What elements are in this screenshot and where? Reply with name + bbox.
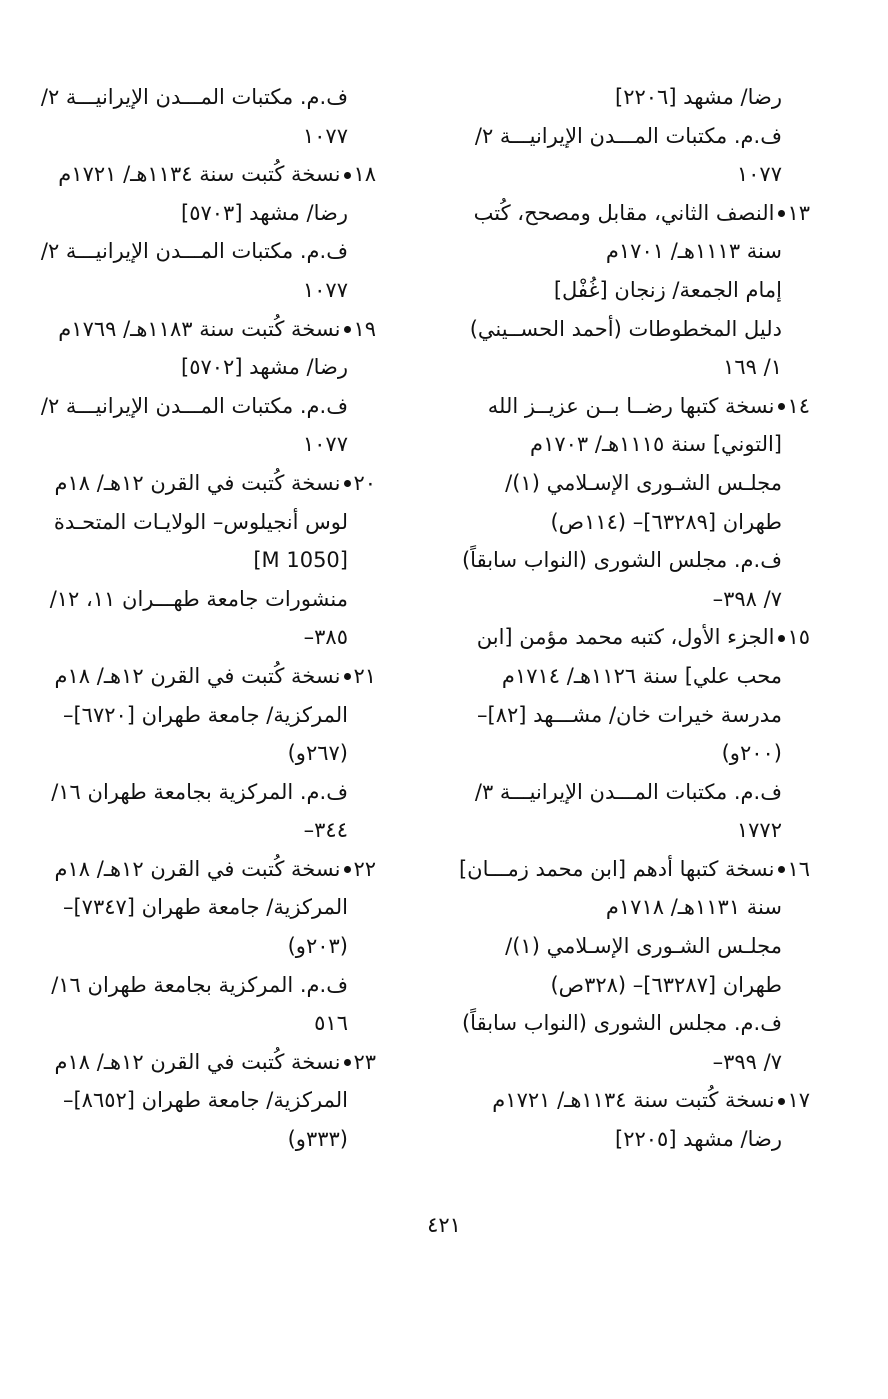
entry-number: ١٨ <box>353 162 376 187</box>
entry-text: نسخة كتبها أدهم [ابن محمد زمـــان] <box>458 856 775 881</box>
entry-continuation-line <box>20 271 376 310</box>
entry-text: رضا/ مشهد [٥٧٠٢] <box>180 355 348 380</box>
entry-continuation-line <box>440 888 810 927</box>
entry-continuation-line <box>20 773 376 812</box>
entry-number: ٢١ <box>353 663 376 688</box>
entry-continuation-line <box>440 117 810 156</box>
entry-text: المركزية/ جامعة طهران [٧٣٤٧]– <box>62 895 348 920</box>
entry-text: ف.م. المركزية بجامعة طهران ١٦/ <box>51 779 348 804</box>
entry-text: نسخة كُتبت سنة ١١٣٤هـ/ ١٧٢١م <box>492 1088 775 1113</box>
entry-text: سنة ١١١٣هـ/ ١٧٠١م <box>605 239 782 264</box>
entry-continuation-line <box>440 1120 810 1159</box>
entry-number: ٢٢ <box>353 856 376 881</box>
entry-line <box>20 657 376 696</box>
bullet-icon <box>344 480 351 487</box>
entry-number: ١٦ <box>787 856 810 881</box>
entry-continuation-line <box>20 503 376 542</box>
entry-continuation-line <box>20 387 376 426</box>
entry-text: ف.م. مكتبات المـــدن الإيرانيـــة ٢/ <box>40 85 348 109</box>
entry-line <box>20 155 376 194</box>
entry-continuation-line <box>440 232 810 271</box>
bullet-icon <box>344 673 351 680</box>
entry-continuation-line <box>20 1081 376 1120</box>
entry-text: ٧/ ٣٩٩– <box>712 1049 782 1074</box>
entry-text: ١٠٧٧ <box>736 162 782 187</box>
entry-continuation-line <box>440 811 810 850</box>
entry-line <box>20 1043 376 1082</box>
bullet-icon <box>778 210 785 217</box>
entry-text: ٥١٦ <box>314 1011 348 1036</box>
entry-text: رضا/ مشهد [٢٢٠٦] <box>614 85 782 109</box>
entry-line <box>440 618 810 657</box>
entry-continuation-line <box>440 541 810 580</box>
entry-text: مجلـس الشـورى الإسـلامي (١)/ <box>505 470 782 495</box>
entry-text: ف.م. مجلس الشورى (النواب سابقاً) <box>461 1011 782 1036</box>
entry-text: ١٠٧٧ <box>302 277 348 302</box>
entry-text: لوس أنجيلوس– الولايـات المتحـدة <box>53 509 348 534</box>
entry-number: ٢٠ <box>353 470 376 495</box>
entry-continuation-line <box>20 541 376 580</box>
entry-continuation-line <box>20 232 376 271</box>
entry-text: ٧/ ٣٩٨– <box>712 586 782 611</box>
entry-continuation-line <box>20 580 376 619</box>
entry-line <box>440 194 810 233</box>
entry-number: ٢٣ <box>353 1049 376 1074</box>
entry-text: النصف الثاني، مقابل ومصحح، كُتب <box>473 200 775 225</box>
entry-text: ف.م. مكتبات المـــدن الإيرانيـــة ٢/ <box>474 123 782 148</box>
entry-continuation-line <box>20 348 376 387</box>
entry-text: [M 1050] <box>253 548 348 573</box>
entry-continuation-line <box>20 194 376 233</box>
entry-text: ف.م. مكتبات المـــدن الإيرانيـــة ٣/ <box>474 779 782 804</box>
entry-text: ٣٨٥– <box>303 625 348 650</box>
entry-continuation-line <box>20 425 376 464</box>
entry-text: نسخة كتبها رضــا بــن عزيــز الله <box>487 393 775 418</box>
entry-text: ف.م. مكتبات المـــدن الإيرانيـــة ٢/ <box>40 239 348 264</box>
entry-continuation-line <box>440 580 810 619</box>
entry-continuation-line <box>20 734 376 773</box>
entry-continuation-line <box>20 927 376 966</box>
entry-text: (٢٠٣و) <box>287 934 348 959</box>
bullet-icon <box>344 172 351 179</box>
entry-continuation-line <box>440 927 810 966</box>
entry-text: محب علي] سنة ١١٢٦هـ/ ١٧١٤م <box>501 663 782 688</box>
right-column <box>440 78 810 1159</box>
entry-text: رضا/ مشهد [٥٧٠٣] <box>180 200 348 225</box>
entry-continuation-line <box>440 271 810 310</box>
bullet-icon <box>778 1098 785 1105</box>
entry-text: مجلـس الشـورى الإسـلامي (١)/ <box>505 934 782 959</box>
entry-continuation-line <box>440 734 810 773</box>
entry-continuation-line <box>440 657 810 696</box>
bullet-icon <box>344 866 351 873</box>
entry-text: ف.م. المركزية بجامعة طهران ١٦/ <box>51 972 348 997</box>
entry-text: سنة ١١٣١هـ/ ١٧١٨م <box>605 895 782 920</box>
entry-number: ١٧ <box>787 1088 810 1113</box>
entry-continuation-line <box>20 618 376 657</box>
bullet-icon <box>778 866 785 873</box>
entry-text: ١٠٧٧ <box>302 123 348 148</box>
entry-line <box>440 387 810 426</box>
entry-continuation-line <box>20 966 376 1005</box>
entry-text: ١/ ١٦٩ <box>723 355 782 380</box>
bullet-icon <box>344 326 351 333</box>
entry-continuation-line <box>440 155 810 194</box>
entry-line <box>440 1081 810 1120</box>
entry-continuation-line <box>20 117 376 156</box>
entry-text: منشورات جامعة طهـــران ١١، ١٢/ <box>49 586 348 611</box>
entry-text: نسخة كُتبت في القرن ١٢هـ/ ١٨م <box>54 1049 341 1074</box>
entry-text: ف.م. مجلس الشورى (النواب سابقاً) <box>461 548 782 573</box>
entry-text: (٢٠٠و) <box>721 741 782 766</box>
entry-text: إمام الجمعة/ زنجان [غُفْل] <box>553 277 782 302</box>
entry-text: المركزية/ جامعة طهران [٦٧٢٠]– <box>62 702 348 727</box>
entry-text: نسخة كُتبت سنة ١١٣٤هـ/ ١٧٢١م <box>58 162 341 187</box>
entry-continuation-line <box>440 425 810 464</box>
entry-text: نسخة كُتبت في القرن ١٢هـ/ ١٨م <box>54 470 341 495</box>
entry-text: (٢٦٧و) <box>287 741 348 766</box>
entry-continuation-line <box>440 78 810 117</box>
entry-continuation-line <box>20 811 376 850</box>
page-number: ٤٢١ <box>427 1213 461 1237</box>
entry-continuation-line <box>440 773 810 812</box>
entry-continuation-line <box>440 310 810 349</box>
entry-continuation-line <box>440 348 810 387</box>
entry-text: ١٠٧٧ <box>302 432 348 457</box>
entry-text: الجزء الأول، كتبه محمد مؤمن [ابن <box>476 625 775 650</box>
bullet-icon <box>344 1059 351 1066</box>
left-column <box>20 78 376 1159</box>
entry-text: طهران [٦٣٢٨٧]– (٣٢٨ص) <box>550 972 782 997</box>
entry-number: ١٥ <box>787 625 810 650</box>
entry-continuation-line <box>20 78 376 117</box>
bullet-icon <box>778 403 785 410</box>
entry-text: طهران [٦٣٢٨٩]– (١١٤ص) <box>550 509 782 534</box>
entry-text: ١٧٧٢ <box>736 818 782 843</box>
entry-number: ١٩ <box>353 316 376 341</box>
entry-continuation-line <box>440 464 810 503</box>
entry-number: ١٣ <box>787 200 810 225</box>
entry-text: نسخة كُتبت في القرن ١٢هـ/ ١٨م <box>54 663 341 688</box>
entry-continuation-line <box>20 1004 376 1043</box>
entry-continuation-line <box>20 696 376 735</box>
entry-text: المركزية/ جامعة طهران [٨٦٥٢]– <box>62 1088 348 1113</box>
entry-line <box>20 310 376 349</box>
entry-line <box>440 850 810 889</box>
entry-text: دليل المخطوطات (أحمد الحســيني) <box>469 316 782 341</box>
entry-line <box>20 850 376 889</box>
entry-text: نسخة كُتبت في القرن ١٢هـ/ ١٨م <box>54 856 341 881</box>
entry-text: مدرسة خيرات خان/ مشـــهد [٨٢]– <box>477 702 782 727</box>
entry-text: نسخة كُتبت سنة ١١٨٣هـ/ ١٧٦٩م <box>58 316 341 341</box>
entry-text: رضا/ مشهد [٢٢٠٥] <box>614 1127 782 1152</box>
entry-continuation-line <box>20 888 376 927</box>
entry-continuation-line <box>20 1120 376 1159</box>
entry-text: (٣٣٣و) <box>287 1127 348 1152</box>
entry-text: ف.م. مكتبات المـــدن الإيرانيـــة ٢/ <box>40 393 348 418</box>
entry-continuation-line <box>440 696 810 735</box>
bullet-icon <box>778 635 785 642</box>
entry-number: ١٤ <box>787 393 810 418</box>
entry-text: [التوني] سنة ١١١٥هـ/ ١٧٠٣م <box>530 432 782 457</box>
entry-line <box>20 464 376 503</box>
entry-text: ٣٤٤– <box>303 818 348 843</box>
entry-continuation-line <box>440 1004 810 1043</box>
entry-continuation-line <box>440 503 810 542</box>
entry-continuation-line <box>440 966 810 1005</box>
entry-continuation-line <box>440 1043 810 1082</box>
